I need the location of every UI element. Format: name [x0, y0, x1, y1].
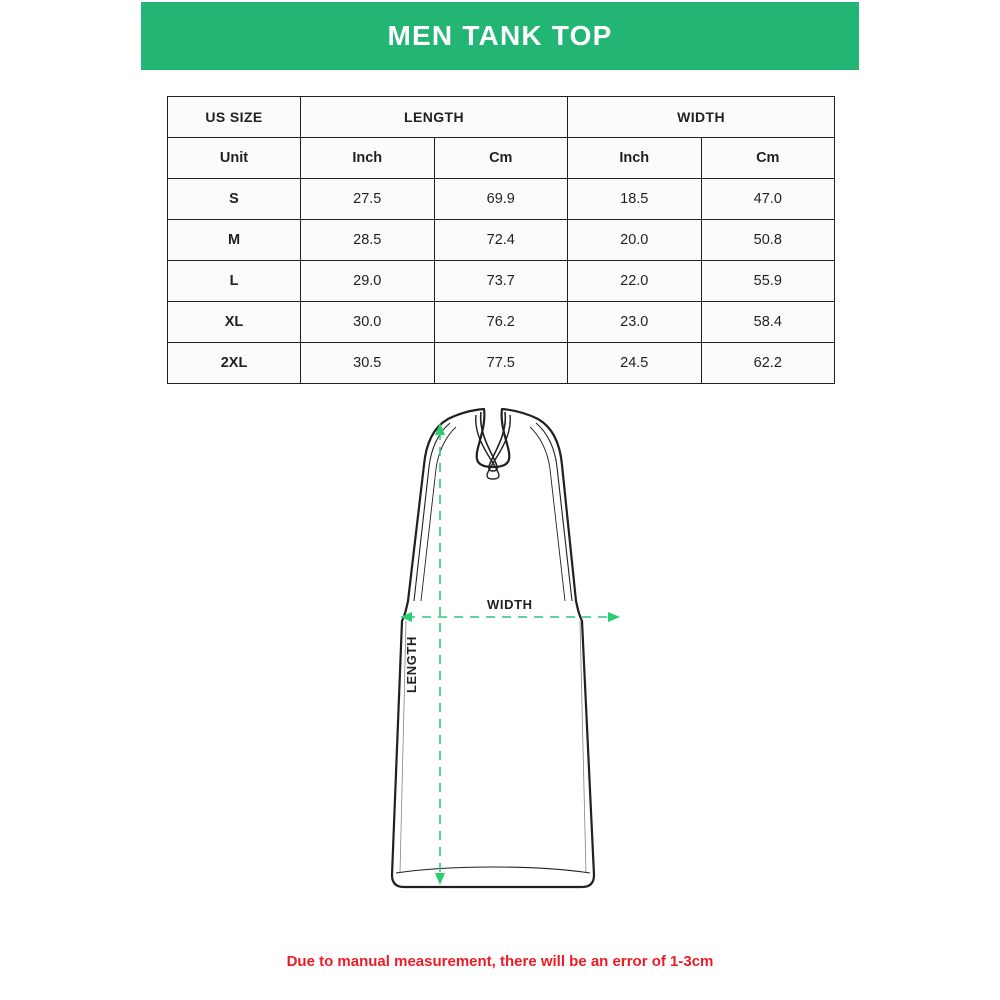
- row-length-cm: 72.4: [434, 220, 568, 261]
- row-width-cm: 55.9: [701, 261, 835, 302]
- unit-width-inch: Inch: [568, 138, 702, 179]
- table-row: [168, 261, 835, 302]
- column-header-us-size: US SIZE: [168, 97, 301, 138]
- row-width-inch: 18.5: [568, 179, 702, 220]
- row-length-inch: 28.5: [301, 220, 435, 261]
- row-width-cm: 47.0: [701, 179, 835, 220]
- unit-width-cm: Cm: [701, 138, 835, 179]
- row-length-cm: 77.5: [434, 343, 568, 384]
- row-width-cm: 58.4: [701, 302, 835, 343]
- size-chart-table-wrapper: [167, 96, 834, 384]
- row-width-cm: 50.8: [701, 220, 835, 261]
- row-size: XL: [168, 302, 301, 343]
- length-measure-label: LENGTH: [404, 635, 419, 693]
- size-chart-table: [167, 96, 835, 384]
- unit-label: Unit: [168, 138, 301, 179]
- header-banner: [141, 2, 859, 70]
- garment-diagram: [330, 405, 690, 905]
- measurement-disclaimer: Due to manual measurement, there will be an error of 1-3cm: [286, 953, 714, 970]
- row-length-cm: 69.9: [434, 179, 568, 220]
- row-width-inch: 23.0: [568, 302, 702, 343]
- tank-top-illustration: [392, 406, 594, 887]
- row-length-inch: 27.5: [301, 179, 435, 220]
- row-size: 2XL: [168, 343, 301, 384]
- unit-length-cm: Cm: [434, 138, 568, 179]
- table-row: [168, 302, 835, 343]
- row-length-cm: 73.7: [434, 261, 568, 302]
- page-title: MEN TANK TOP: [387, 20, 613, 51]
- column-header-width: WIDTH: [568, 97, 835, 138]
- table-group-header-row: [168, 97, 835, 138]
- row-length-inch: 30.0: [301, 302, 435, 343]
- row-length-cm: 76.2: [434, 302, 568, 343]
- row-length-inch: 29.0: [301, 261, 435, 302]
- row-width-cm: 62.2: [701, 343, 835, 384]
- table-unit-row: [168, 138, 835, 179]
- row-width-inch: 22.0: [568, 261, 702, 302]
- table-row: [168, 343, 835, 384]
- column-header-length: LENGTH: [301, 97, 568, 138]
- table-row: [168, 179, 835, 220]
- row-size: L: [168, 261, 301, 302]
- row-size: S: [168, 179, 301, 220]
- row-width-inch: 20.0: [568, 220, 702, 261]
- unit-length-inch: Inch: [301, 138, 435, 179]
- row-length-inch: 30.5: [301, 343, 435, 384]
- row-size: M: [168, 220, 301, 261]
- row-width-inch: 24.5: [568, 343, 702, 384]
- table-row: [168, 220, 835, 261]
- width-measure-label: WIDTH: [487, 597, 533, 612]
